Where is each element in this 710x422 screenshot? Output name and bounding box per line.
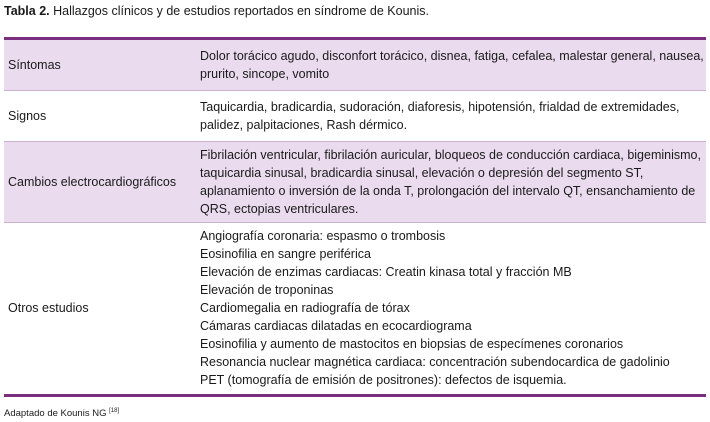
- content-line: Elevación de enzimas cardiacas: Creatin kinasa total y fracción MB: [200, 265, 572, 280]
- table-row: [4, 141, 706, 222]
- content-line: Eosinofilia en sangre periférica: [200, 247, 371, 262]
- caption-label: Tabla 2.: [4, 4, 50, 18]
- source-footnote: [4, 405, 119, 420]
- row-label: Síntomas: [4, 40, 200, 90]
- caption-text: Hallazgos clínicos y de estudios reportados en síndrome de Kounis.: [49, 4, 430, 18]
- content-line: Fibrilación ventricular, fibrilación auricular, bloqueos de conducción cardiaca, bigeminismo,: [200, 147, 701, 162]
- table-body: [4, 40, 706, 394]
- findings-table: [4, 37, 706, 397]
- row-content: [200, 40, 706, 90]
- content-line: PET (tomografía de emisión de positrones): defectos de isquemia.: [200, 373, 567, 388]
- row-label: Cambios electrocardiográficos: [4, 141, 200, 222]
- content-line: Dolor torácico agudo, disconfort torácico, disnea, fatiga, cefalea, malestar general, nausea,: [200, 48, 704, 63]
- table-row: [4, 222, 706, 394]
- footnote-reference: [18]: [109, 408, 120, 414]
- content-line: Taquicardia, bradicardia, sudoración, diaforesis, hipotensión, frialdad de extremidades,: [200, 99, 680, 114]
- table-row: [4, 90, 706, 141]
- content-line: Elevación de troponinas: [200, 283, 334, 298]
- table-bottom-rule: [4, 394, 706, 397]
- row-content: [200, 141, 706, 222]
- row-content: [200, 90, 706, 141]
- content-line: Resonancia nuclear magnética cardiaca: concentración subendocardica de gadolinio: [200, 355, 670, 370]
- content-line: Cámaras cardiacas dilatadas en ecocardiograma: [200, 319, 472, 334]
- table-caption: [4, 3, 429, 19]
- content-line: Cardiomegalia en radiografía de tórax: [200, 301, 410, 316]
- row-content: [200, 222, 706, 394]
- content-line: prurito, sincope, vomito: [200, 66, 330, 81]
- content-line: QRS, ectopias ventriculares.: [200, 201, 359, 216]
- content-line: palidez, palpitaciones, Rash dérmico.: [200, 117, 408, 132]
- footnote-text: Adaptado de Kounis NG: [4, 408, 110, 420]
- content-line: Eosinofilia y aumento de mastocitos en biopsias de especímenes coronarios: [200, 337, 624, 352]
- content-line: Angiografía coronaria: espasmo o trombosis: [200, 229, 446, 244]
- row-label: Signos: [4, 90, 200, 141]
- row-label: Otros estudios: [4, 222, 200, 394]
- content-line: taquicardia sinusal, bradicardia sinusal, elevación o depresión del segmento ST,: [200, 165, 644, 180]
- content-line: aplanamiento o inversión de la onda T, prolongación del intervalo QT, ensanchamiento de: [200, 183, 696, 198]
- table-row: [4, 40, 706, 90]
